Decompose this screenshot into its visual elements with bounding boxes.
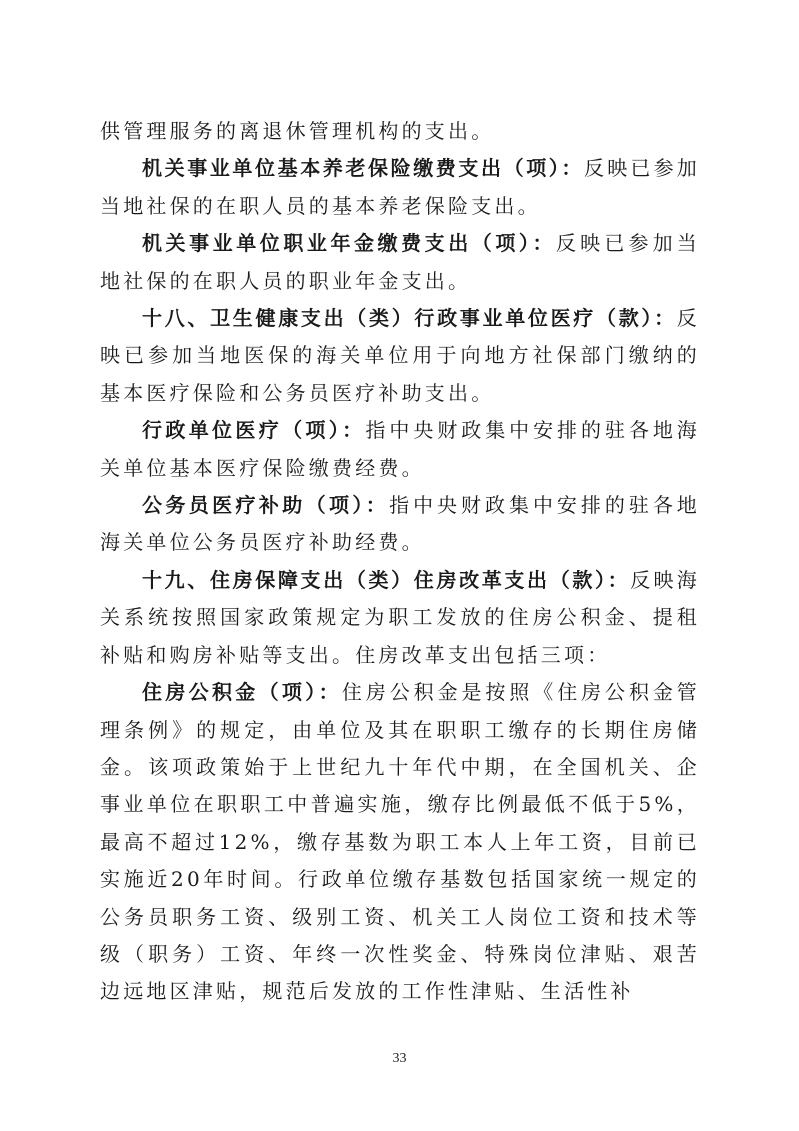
paragraph-text: 反映海关系统按照国家政策规定为职工发放的住房公积金、提租补贴和购房补贴等支出。住房改革支出包括三项： xyxy=(100,567,700,667)
paragraph-heading: 公务员医疗补助（项）： xyxy=(142,493,390,518)
paragraph-text: 反映已参加当地社保的在职人员的职业年金支出。 xyxy=(100,231,700,293)
paragraph xyxy=(100,300,700,412)
paragraph xyxy=(100,674,700,1011)
paragraph-heading: 行政单位医疗（项）： xyxy=(142,418,366,443)
paragraph-text: 反映已参加当地社保的在职人员的基本养老保险支出。 xyxy=(100,156,700,218)
paragraph-text: 指中央财政集中安排的驻各地海关单位基本医疗保险缴费经费。 xyxy=(100,418,700,480)
paragraph-heading: 十九、住房保障支出（类）住房改革支出（款）： xyxy=(142,567,631,592)
body-text xyxy=(100,113,700,1011)
paragraph-text: 指中央财政集中安排的驻各地海关单位公务员医疗补助经费。 xyxy=(100,493,700,555)
paragraph-text: 反映已参加当地医保的海关单位用于向地方社保部门缴纳的基本医疗保险和公务员医疗补助支出。 xyxy=(100,306,700,405)
paragraph-text: 住房公积金是按照《住房公积金管理条例》的规定，由单位及其在职职工缴存的长期住房储金。该项政策始于上世纪九十年代中期，在全国机关、企事业单位在职职工中普遍实施，缴存比例最低不低于5%，最高不超过12%，缴存基数为职工本人上年工资，目前已实施近20年时间。行政单位缴存基数包括国家统一规定的公务员职务工资、级别工资、机关工人岗位工资和技术等级（职务）工资、年终一次性奖金、特殊岗位津贴、艰苦边远地区津贴，规范后发放的工作性津贴、生活性补 xyxy=(100,680,701,1004)
paragraph-heading: 机关事业单位基本养老保险缴费支出（项）： xyxy=(142,156,584,181)
paragraph-text: 供管理服务的离退休管理机构的支出。 xyxy=(100,119,495,143)
paragraph xyxy=(100,412,700,487)
paragraph-heading: 住房公积金（项）： xyxy=(142,680,342,705)
paragraph xyxy=(100,487,700,562)
page-number: 33 xyxy=(392,1051,407,1066)
paragraph xyxy=(100,225,700,300)
paragraph xyxy=(100,150,700,225)
paragraph xyxy=(100,113,700,150)
paragraph-heading: 机关事业单位职业年金缴费支出（项）： xyxy=(142,231,557,256)
paragraph xyxy=(100,562,700,674)
paragraph-heading: 十八、卫生健康支出（类）行政事业单位医疗（款）： xyxy=(142,306,677,331)
